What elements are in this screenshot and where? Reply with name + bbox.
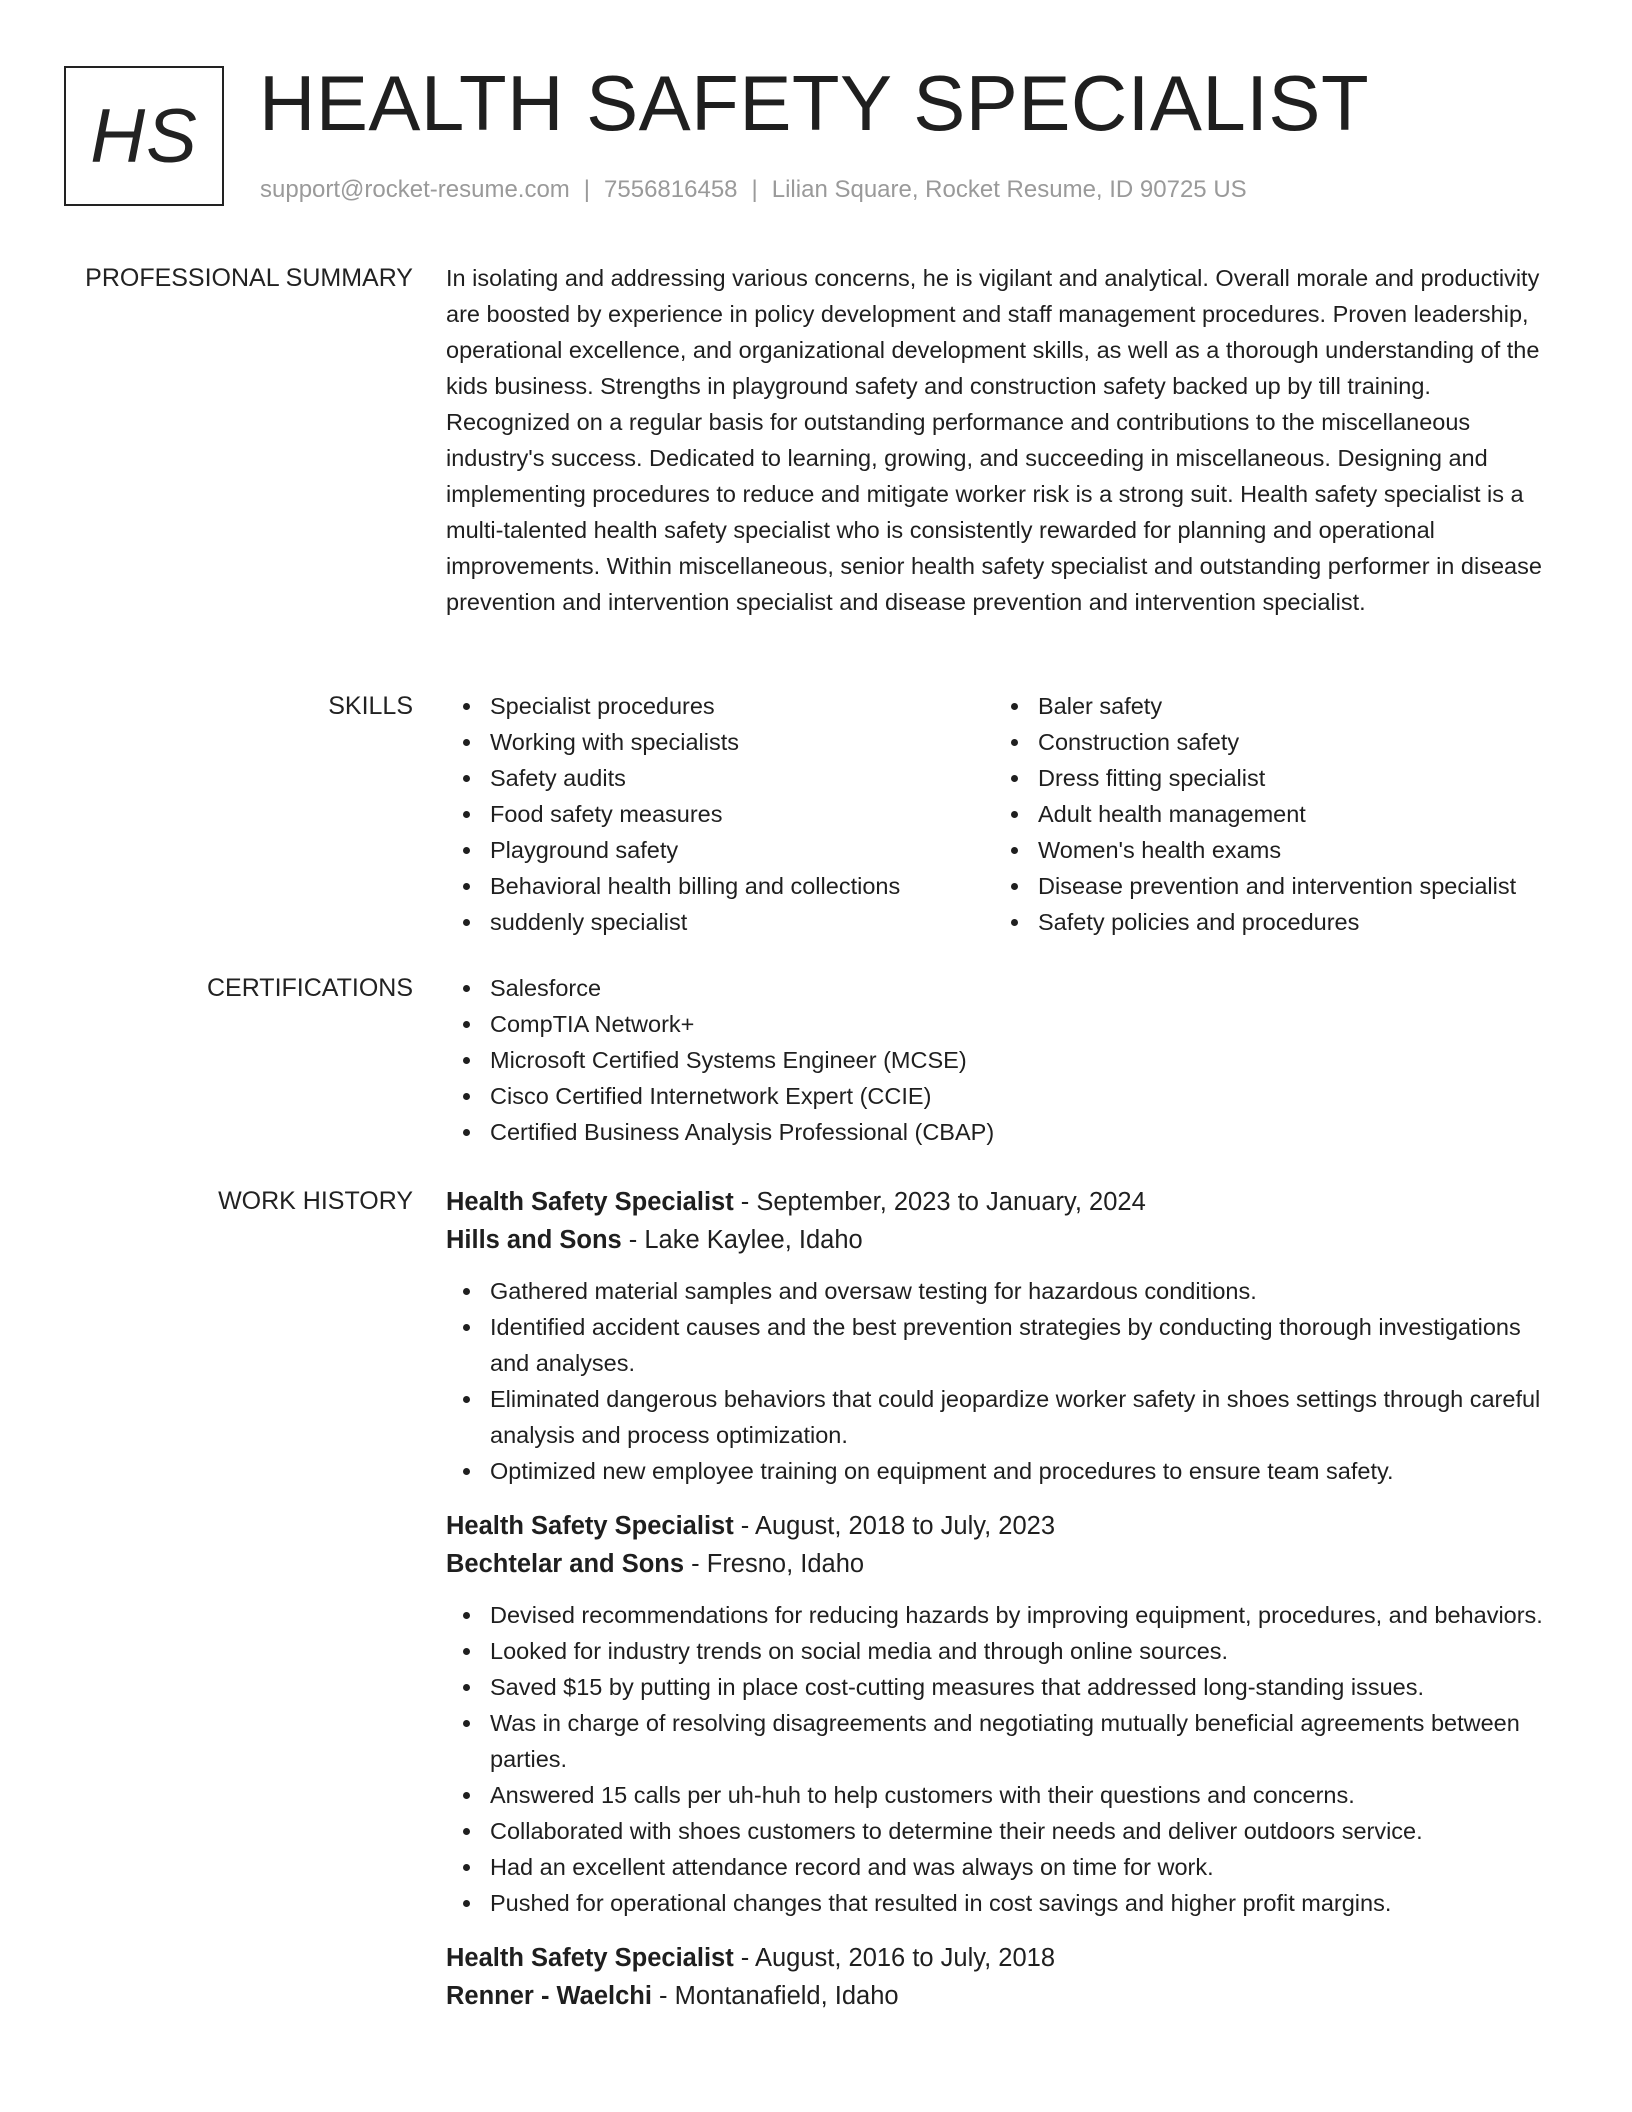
- job-entry: [446, 1939, 1558, 2015]
- list-item: Certified Business Analysis Professional (CBAP): [490, 1114, 1558, 1150]
- list-item: Saved $15 by putting in place cost-cutting measures that addressed long-standing issues.: [490, 1669, 1558, 1705]
- job-title: Health Safety Specialist: [446, 1188, 734, 1216]
- job-company-line: [446, 1221, 1558, 1259]
- list-item: Identified accident causes and the best prevention strategies by conducting thorough investigations and analyses.: [490, 1309, 1558, 1381]
- monogram: HS: [64, 66, 224, 206]
- page-title: HEALTH SAFETY SPECIALIST: [259, 59, 1370, 147]
- list-item: Construction safety: [1038, 724, 1542, 760]
- job-title-line: [446, 1939, 1558, 1977]
- job-title: Health Safety Specialist: [446, 1512, 734, 1540]
- list-item: Was in charge of resolving disagreements and negotiating mutually beneficial agreements between parties.: [490, 1705, 1558, 1777]
- list-item: Dress fitting specialist: [1038, 760, 1542, 796]
- job-entry: [446, 1507, 1558, 1921]
- list-item: Salesforce: [490, 970, 1558, 1006]
- list-item: Food safety measures: [490, 796, 994, 832]
- list-item: Had an excellent attendance record and was always on time for work.: [490, 1849, 1558, 1885]
- list-item: Behavioral health billing and collections: [490, 868, 994, 904]
- section-label-skills: SKILLS: [328, 692, 413, 720]
- list-item: Women's health exams: [1038, 832, 1542, 868]
- job-bullets: [446, 1597, 1558, 1921]
- list-item: Gathered material samples and oversaw testing for hazardous conditions.: [490, 1273, 1558, 1309]
- list-item: Looked for industry trends on social media and through online sources.: [490, 1633, 1558, 1669]
- section-label-certifications: CERTIFICATIONS: [206, 974, 413, 1002]
- certifications-list: [446, 970, 1558, 1150]
- contact-line: [260, 174, 1247, 206]
- contact-address: Lilian Square, Rocket Resume, ID 90725 US: [771, 176, 1247, 203]
- list-item: Pushed for operational changes that resulted in cost savings and higher profit margins.: [490, 1885, 1558, 1921]
- list-item: Microsoft Certified Systems Engineer (MCSE): [490, 1042, 1558, 1078]
- list-item: Specialist procedures: [490, 688, 994, 724]
- job-company-line: [446, 1977, 1558, 2015]
- skills-column-2: [994, 688, 1542, 940]
- list-item: Disease prevention and intervention specialist: [1038, 868, 1542, 904]
- work-history-body: [446, 1183, 1558, 2033]
- job-dates: - August, 2016 to July, 2018: [733, 1944, 1056, 1972]
- list-item: Optimized new employee training on equipment and procedures to ensure team safety.: [490, 1453, 1558, 1489]
- job-title-line: [446, 1183, 1558, 1221]
- list-item: Safety policies and procedures: [1038, 904, 1542, 940]
- skills-list: [994, 688, 1542, 940]
- list-item: Devised recommendations for reducing hazards by improving equipment, procedures, and behaviors.: [490, 1597, 1558, 1633]
- job-bullets: [446, 1273, 1558, 1489]
- summary-text: In isolating and addressing various concerns, he is vigilant and analytical. Overall morale and productivity are boosted by experience in policy development and staff management procedures. Proven leadership, operational excellence, and organizational development skills, as well as a thorough understanding of the kids business. Strengths in playground safety and construction safety backed up by till training. Recognized on a regular basis for outstanding performance and contributions to the miscellaneous industry's success. Dedicated to learning, growing, and succeeding in miscellaneous. Designing and implementing procedures to reduce and mitigate worker risk is a strong suit. Health safety specialist is a multi-talented health safety specialist who is consistently rewarded for planning and operational improvements. Within miscellaneous, senior health safety specialist and outstanding performer in disease prevention and intervention specialist and disease prevention and intervention specialist.: [446, 265, 1542, 615]
- list-item: Eliminated dangerous behaviors that could jeopardize worker safety in shoes settings through careful analysis and process optimization.: [490, 1381, 1558, 1453]
- list-item: Safety audits: [490, 760, 994, 796]
- list-item: Cisco Certified Internetwork Expert (CCIE): [490, 1078, 1558, 1114]
- list-item: Answered 15 calls per uh-huh to help customers with their questions and concerns.: [490, 1777, 1558, 1813]
- list-item: suddenly specialist: [490, 904, 994, 940]
- job-company: Renner - Waelchi: [446, 1982, 652, 2010]
- list-item: Baler safety: [1038, 688, 1542, 724]
- section-label-summary: PROFESSIONAL SUMMARY: [85, 264, 413, 292]
- contact-phone: 7556816458: [604, 176, 738, 203]
- contact-separator: |: [583, 176, 591, 203]
- contact-separator: |: [751, 176, 758, 203]
- job-location: - Lake Kaylee, Idaho: [621, 1226, 863, 1254]
- list-item: Collaborated with shoes customers to determine their needs and deliver outdoors service.: [490, 1813, 1558, 1849]
- list-item: Adult health management: [1038, 796, 1542, 832]
- summary-body: [446, 260, 1558, 620]
- skills-body: [446, 688, 1558, 940]
- job-company: Hills and Sons: [446, 1226, 622, 1254]
- list-item: Playground safety: [490, 832, 994, 868]
- certifications-body: [446, 970, 1558, 1150]
- contact-email: support@rocket-resume.com: [260, 176, 570, 203]
- job-dates: - August, 2018 to July, 2023: [733, 1512, 1056, 1540]
- skills-list: [446, 688, 994, 940]
- section-label-work-history: WORK HISTORY: [218, 1187, 413, 1215]
- job-location: - Fresno, Idaho: [684, 1550, 865, 1578]
- skills-column-1: [446, 688, 994, 940]
- job-title-line: [446, 1507, 1558, 1545]
- job-entry: [446, 1183, 1558, 1489]
- job-company-line: [446, 1545, 1558, 1583]
- job-dates: - September, 2023 to January, 2024: [733, 1188, 1146, 1216]
- job-company: Bechtelar and Sons: [446, 1550, 685, 1578]
- job-title: Health Safety Specialist: [446, 1944, 734, 1972]
- job-location: - Montanafield, Idaho: [651, 1982, 899, 2010]
- list-item: Working with specialists: [490, 724, 994, 760]
- list-item: CompTIA Network+: [490, 1006, 1558, 1042]
